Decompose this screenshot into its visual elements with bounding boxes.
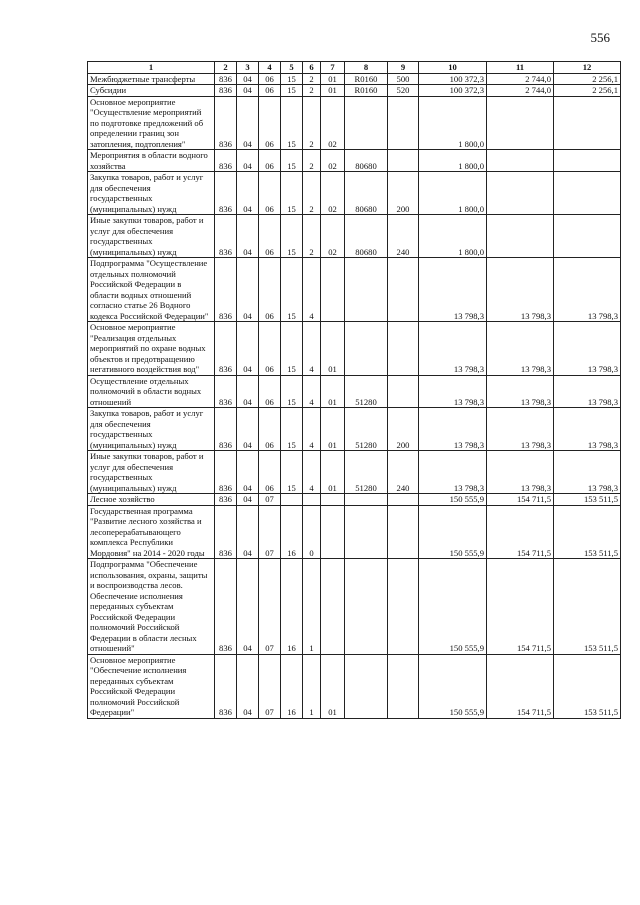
col-12-cell: [554, 96, 621, 150]
col-9-cell: [388, 150, 419, 172]
table-row: [88, 494, 621, 506]
col-4-cell: 07: [259, 494, 281, 506]
header-cell-12: 12: [554, 62, 621, 74]
table-header-row: [88, 62, 621, 74]
col-7-cell: 01: [321, 408, 345, 451]
table-row: [88, 559, 621, 655]
col-6-cell: 4: [303, 451, 321, 494]
col-8-cell: [345, 505, 388, 559]
col-10-cell: 13 798,3: [419, 375, 487, 408]
header-cell-10: 10: [419, 62, 487, 74]
table-row: [88, 654, 621, 718]
col-10-cell: 150 555,9: [419, 505, 487, 559]
row-name-cell: Основное мероприятие "Реализация отдельных мероприятий по охране водных объектов и предотвращению негативного воздействия вод": [88, 322, 215, 376]
col-7-cell: 01: [321, 451, 345, 494]
header-cell-6: 6: [303, 62, 321, 74]
table-row: [88, 150, 621, 172]
header-cell-9: 9: [388, 62, 419, 74]
col-12-cell: 2 256,1: [554, 73, 621, 85]
table-row: [88, 505, 621, 559]
col-11-cell: 13 798,3: [487, 258, 554, 322]
col-2-cell: 836: [215, 322, 237, 376]
col-7-cell: [321, 559, 345, 655]
col-10-cell: 1 800,0: [419, 215, 487, 258]
col-12-cell: 153 511,5: [554, 559, 621, 655]
col-3-cell: 04: [237, 494, 259, 506]
row-name-cell: Основное мероприятие "Обеспечение исполнения переданных субъектам Российской Федерации полномочий Российской Федерации": [88, 654, 215, 718]
budget-table: [87, 61, 621, 719]
col-8-cell: [345, 96, 388, 150]
col-6-cell: 4: [303, 408, 321, 451]
col-11-cell: 154 711,5: [487, 654, 554, 718]
col-4-cell: 06: [259, 451, 281, 494]
col-8-cell: 51280: [345, 451, 388, 494]
col-8-cell: [345, 494, 388, 506]
col-11-cell: 154 711,5: [487, 559, 554, 655]
row-name-cell: Лесное хозяйство: [88, 494, 215, 506]
col-10-cell: 100 372,3: [419, 73, 487, 85]
col-3-cell: 04: [237, 559, 259, 655]
col-3-cell: 04: [237, 654, 259, 718]
row-name-cell: Иные закупки товаров, работ и услуг для обеспечения государственных (муниципальных) нужд: [88, 215, 215, 258]
col-3-cell: 04: [237, 215, 259, 258]
col-5-cell: 15: [281, 172, 303, 215]
col-8-cell: [345, 322, 388, 376]
col-9-cell: [388, 96, 419, 150]
row-name-cell: Мероприятия в области водного хозяйства: [88, 150, 215, 172]
col-7-cell: 01: [321, 85, 345, 97]
col-12-cell: 2 256,1: [554, 85, 621, 97]
col-9-cell: [388, 505, 419, 559]
header-cell-1: 1: [88, 62, 215, 74]
page-number: 556: [590, 30, 610, 45]
row-name-cell: Субсидии: [88, 85, 215, 97]
header-cell-3: 3: [237, 62, 259, 74]
col-8-cell: 80680: [345, 172, 388, 215]
col-6-cell: 2: [303, 172, 321, 215]
col-9-cell: 240: [388, 451, 419, 494]
col-5-cell: 15: [281, 408, 303, 451]
col-3-cell: 04: [237, 505, 259, 559]
col-3-cell: 04: [237, 96, 259, 150]
table-row: [88, 451, 621, 494]
col-10-cell: 1 800,0: [419, 96, 487, 150]
col-11-cell: 13 798,3: [487, 408, 554, 451]
col-8-cell: 80680: [345, 150, 388, 172]
col-6-cell: 2: [303, 85, 321, 97]
col-9-cell: 500: [388, 73, 419, 85]
col-2-cell: 836: [215, 85, 237, 97]
row-name-cell: Закупка товаров, работ и услуг для обеспечения государственных (муниципальных) нужд: [88, 408, 215, 451]
col-6-cell: 4: [303, 375, 321, 408]
col-9-cell: [388, 322, 419, 376]
col-7-cell: [321, 258, 345, 322]
col-11-cell: 154 711,5: [487, 494, 554, 506]
col-8-cell: 80680: [345, 215, 388, 258]
header-cell-8: 8: [345, 62, 388, 74]
col-2-cell: 836: [215, 505, 237, 559]
col-10-cell: 150 555,9: [419, 494, 487, 506]
col-2-cell: 836: [215, 172, 237, 215]
col-2-cell: 836: [215, 494, 237, 506]
col-5-cell: 15: [281, 150, 303, 172]
col-9-cell: [388, 654, 419, 718]
row-name-cell: Государственная программа "Развитие лесного хозяйства и лесоперерабатывающего комплекса Республики Мордовия" на 2014 - 2020 годы: [88, 505, 215, 559]
table-row: [88, 322, 621, 376]
row-name-cell: Осуществление отдельных полномочий в области водных отношений: [88, 375, 215, 408]
col-6-cell: 2: [303, 73, 321, 85]
table-row: [88, 258, 621, 322]
col-11-cell: 2 744,0: [487, 85, 554, 97]
col-6-cell: 1: [303, 654, 321, 718]
col-7-cell: 01: [321, 375, 345, 408]
col-5-cell: 16: [281, 559, 303, 655]
col-3-cell: 04: [237, 375, 259, 408]
col-12-cell: 13 798,3: [554, 408, 621, 451]
col-8-cell: R0160: [345, 73, 388, 85]
col-4-cell: 07: [259, 654, 281, 718]
col-9-cell: 240: [388, 215, 419, 258]
col-3-cell: 04: [237, 451, 259, 494]
row-name-cell: Подпрограмма "Обеспечение использования, охраны, защиты и воспроизводства лесов. Обеспечение исполнения переданных субъектам Российской Федерации полномочий Российской Федерации в области лесных отношений": [88, 559, 215, 655]
table-row: [88, 96, 621, 150]
col-9-cell: [388, 258, 419, 322]
row-name-cell: Иные закупки товаров, работ и услуг для обеспечения государственных (муниципальных) нужд: [88, 451, 215, 494]
col-11-cell: 154 711,5: [487, 505, 554, 559]
col-5-cell: 15: [281, 96, 303, 150]
col-4-cell: 06: [259, 172, 281, 215]
col-9-cell: 200: [388, 408, 419, 451]
col-2-cell: 836: [215, 73, 237, 85]
col-5-cell: 15: [281, 73, 303, 85]
col-10-cell: 13 798,3: [419, 322, 487, 376]
col-4-cell: 07: [259, 505, 281, 559]
col-2-cell: 836: [215, 96, 237, 150]
col-4-cell: 06: [259, 375, 281, 408]
col-9-cell: [388, 375, 419, 408]
col-7-cell: 01: [321, 73, 345, 85]
col-5-cell: 15: [281, 258, 303, 322]
col-7-cell: [321, 505, 345, 559]
col-6-cell: 2: [303, 215, 321, 258]
col-7-cell: [321, 494, 345, 506]
table-row: [88, 73, 621, 85]
col-5-cell: 15: [281, 85, 303, 97]
col-4-cell: 06: [259, 408, 281, 451]
col-5-cell: [281, 494, 303, 506]
col-8-cell: [345, 559, 388, 655]
header-cell-5: 5: [281, 62, 303, 74]
col-9-cell: 200: [388, 172, 419, 215]
col-3-cell: 04: [237, 85, 259, 97]
header-cell-11: 11: [487, 62, 554, 74]
col-4-cell: 07: [259, 559, 281, 655]
col-11-cell: 2 744,0: [487, 73, 554, 85]
col-12-cell: 13 798,3: [554, 322, 621, 376]
col-2-cell: 836: [215, 654, 237, 718]
col-11-cell: [487, 96, 554, 150]
table-row: [88, 85, 621, 97]
col-5-cell: 15: [281, 215, 303, 258]
table-body: [88, 73, 621, 718]
col-10-cell: 150 555,9: [419, 559, 487, 655]
col-6-cell: [303, 494, 321, 506]
col-3-cell: 04: [237, 172, 259, 215]
col-12-cell: 153 511,5: [554, 494, 621, 506]
row-name-cell: Основное мероприятие "Осуществление мероприятий по подготовке предложений об определении границ зон затопления, подтопления": [88, 96, 215, 150]
col-11-cell: [487, 215, 554, 258]
col-3-cell: 04: [237, 150, 259, 172]
col-11-cell: 13 798,3: [487, 451, 554, 494]
col-4-cell: 06: [259, 73, 281, 85]
col-6-cell: 4: [303, 258, 321, 322]
col-5-cell: 16: [281, 505, 303, 559]
table-row: [88, 215, 621, 258]
col-10-cell: 1 800,0: [419, 150, 487, 172]
col-2-cell: 836: [215, 408, 237, 451]
col-2-cell: 836: [215, 375, 237, 408]
col-10-cell: 13 798,3: [419, 258, 487, 322]
table-row: [88, 408, 621, 451]
col-11-cell: [487, 150, 554, 172]
header-cell-7: 7: [321, 62, 345, 74]
col-9-cell: [388, 559, 419, 655]
col-4-cell: 06: [259, 150, 281, 172]
header-cell-4: 4: [259, 62, 281, 74]
col-8-cell: R0160: [345, 85, 388, 97]
col-8-cell: [345, 258, 388, 322]
col-10-cell: 100 372,3: [419, 85, 487, 97]
col-12-cell: 13 798,3: [554, 375, 621, 408]
col-6-cell: 0: [303, 505, 321, 559]
col-10-cell: 13 798,3: [419, 408, 487, 451]
col-9-cell: 520: [388, 85, 419, 97]
col-7-cell: 01: [321, 322, 345, 376]
col-2-cell: 836: [215, 215, 237, 258]
col-4-cell: 06: [259, 322, 281, 376]
col-11-cell: 13 798,3: [487, 322, 554, 376]
col-3-cell: 04: [237, 322, 259, 376]
col-12-cell: 153 511,5: [554, 654, 621, 718]
col-4-cell: 06: [259, 85, 281, 97]
col-12-cell: [554, 215, 621, 258]
col-6-cell: 2: [303, 150, 321, 172]
col-2-cell: 836: [215, 451, 237, 494]
col-10-cell: 1 800,0: [419, 172, 487, 215]
col-7-cell: 02: [321, 96, 345, 150]
col-5-cell: 15: [281, 375, 303, 408]
row-name-cell: Закупка товаров, работ и услуг для обеспечения государственных (муниципальных) нужд: [88, 172, 215, 215]
col-12-cell: 153 511,5: [554, 505, 621, 559]
col-7-cell: 02: [321, 172, 345, 215]
col-6-cell: 4: [303, 322, 321, 376]
col-6-cell: 1: [303, 559, 321, 655]
col-12-cell: 13 798,3: [554, 451, 621, 494]
col-2-cell: 836: [215, 150, 237, 172]
col-8-cell: 51280: [345, 375, 388, 408]
col-3-cell: 04: [237, 73, 259, 85]
col-3-cell: 04: [237, 408, 259, 451]
col-8-cell: [345, 654, 388, 718]
table-row: [88, 375, 621, 408]
col-2-cell: 836: [215, 258, 237, 322]
col-12-cell: [554, 150, 621, 172]
row-name-cell: Подпрограмма "Осуществление отдельных полномочий Российской Федерации в области водных отношений согласно статье 26 Водного кодекса Российской Федерации": [88, 258, 215, 322]
col-7-cell: 02: [321, 215, 345, 258]
col-7-cell: 02: [321, 150, 345, 172]
header-cell-2: 2: [215, 62, 237, 74]
col-11-cell: [487, 172, 554, 215]
col-11-cell: 13 798,3: [487, 375, 554, 408]
col-12-cell: 13 798,3: [554, 258, 621, 322]
col-12-cell: [554, 172, 621, 215]
col-10-cell: 150 555,9: [419, 654, 487, 718]
col-6-cell: 2: [303, 96, 321, 150]
col-4-cell: 06: [259, 96, 281, 150]
table-row: [88, 172, 621, 215]
col-3-cell: 04: [237, 258, 259, 322]
col-7-cell: 01: [321, 654, 345, 718]
col-5-cell: 15: [281, 322, 303, 376]
col-4-cell: 06: [259, 258, 281, 322]
col-9-cell: [388, 494, 419, 506]
col-4-cell: 06: [259, 215, 281, 258]
row-name-cell: Межбюджетные трансферты: [88, 73, 215, 85]
col-10-cell: 13 798,3: [419, 451, 487, 494]
col-2-cell: 836: [215, 559, 237, 655]
col-5-cell: 16: [281, 654, 303, 718]
col-5-cell: 15: [281, 451, 303, 494]
col-8-cell: 51280: [345, 408, 388, 451]
